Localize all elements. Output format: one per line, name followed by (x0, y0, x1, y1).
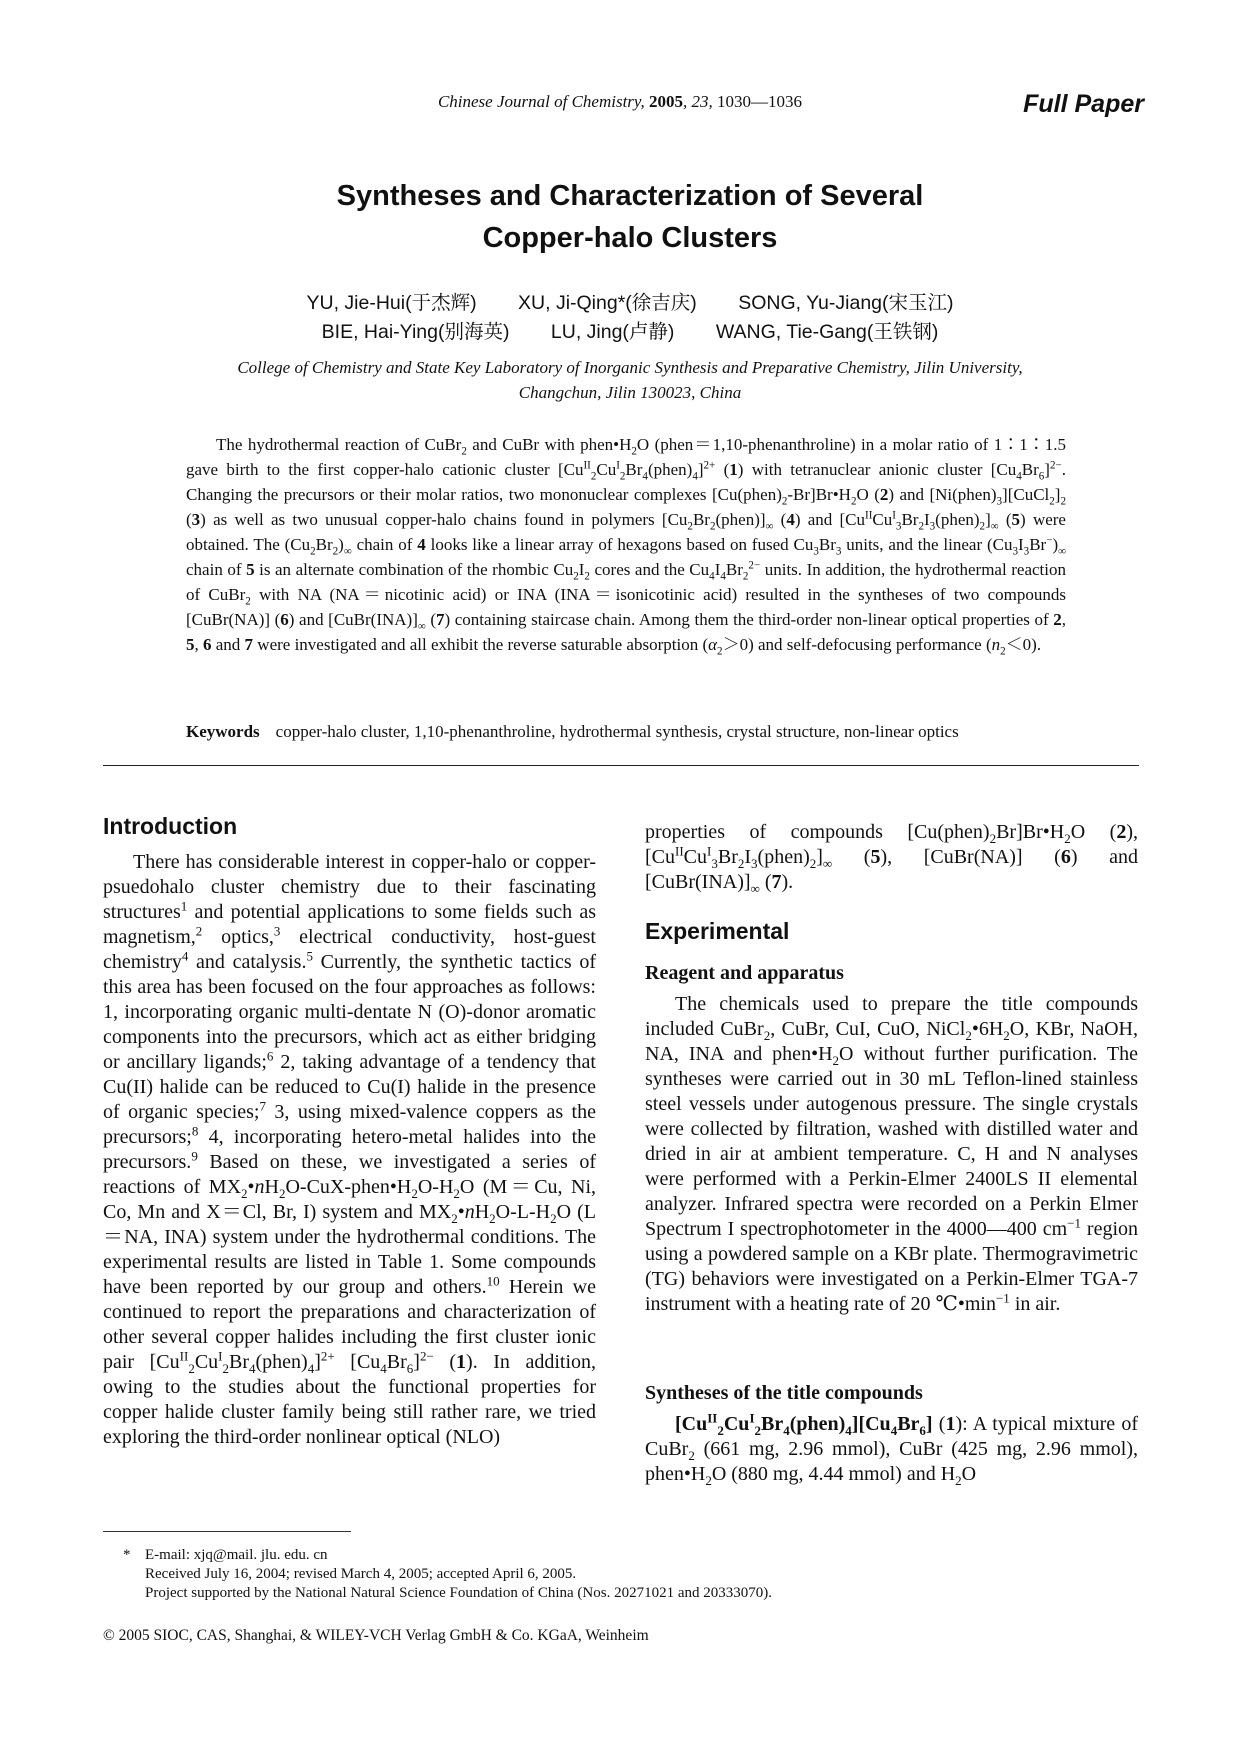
experimental-heading: Experimental (645, 918, 790, 944)
keywords (186, 722, 1086, 742)
intro-continued-paragraph: properties of compounds $[Cu(phen)_2Br]Br•H_2O$ (2), $[Cu^{II}Cu^I_3Br_2I_3(phen)_2]_\infty$ (5), [CuBr(NA)] (6) and $[CuBr(INA)]_\infty$ (7). (645, 821, 1138, 896)
keywords-text: copper-halo cluster, 1,10-phenanthroline, hydrothermal synthesis, crystal structure, non-linear optics (275, 722, 959, 741)
section-divider (103, 765, 1139, 766)
footnote-project: Project supported by the National Natural Science Foundation of China (Nos. 20271021 and 20333070). (145, 1585, 772, 1601)
affiliation-line-2: Changchun, Jilin 130023, China (518, 383, 742, 402)
footnote-star: * (123, 1547, 131, 1563)
authors-row-2 (0, 316, 1240, 344)
footnote-email: E-mail: xjq@mail. jlu. edu. cn (145, 1547, 328, 1563)
affiliation (180, 355, 1080, 405)
journal-pages: 1030—1036 (717, 92, 803, 111)
abstract: The hydrothermal reaction of CuBr$_2$ and CuBr with $phen•H_2O$ (phen＝1,10-phenanthroline) in a molar ratio of 1∶1∶1.5 gave birth to the first copper-halo cationic cluster $[Cu^{II}_2Cu^I_2Br_4(phen)_4]^{2+}$ (1) with tetranuclear anionic cluster $[Cu_4Br_6]^{2-}$. Changing the precursors or their molar ratios, two mononuclear complexes $[Cu(phen)_2-Br]Br•H_2O$ (2) and $[Ni(phen)_3][CuCl_2]_2$ (3) as well as two unusual copper-halo chains found in polymers $[Cu_2Br_2(phen)]_\infty$ (4) and $[Cu^{II}Cu^I_3Br_2I_3(phen)_2]_\infty$ (5) were obtained. The $(Cu_2Br_2)_\infty$ chain of 4 looks like a linear array of hexagons based on fused $Cu_3Br_3$ units, and the linear $(Cu_3I_3Br^-)_\infty$ chain of 5 is an alternate combination of the rhombic $Cu_2I_2$ cores and the $Cu_4I_4Br_2^{2-}$ units. In addition, the hydrothermal reaction of CuBr$_2$ with NA (NA＝nicotinic acid) or INA (INA＝isonicotinic acid) resulted in the syntheses of two compounds [CuBr(NA)] (6) and $[CuBr(INA)]_\infty$ (7) containing staircase chain. Among them the third-order non-linear optical properties of 2, 5, 6 and 7 were investigated and all exhibit the reverse saturable absorption $(\alpha_2>0)$ and self-defocusing performance $(n_2<0)$. (186, 435, 1067, 658)
journal-citation: Chinese Journal of Chemistry, 2005, 23, 1030—1036 (437, 92, 803, 111)
author: BIE, Hai-Ying(别海英) (321, 321, 510, 343)
footnote-divider (103, 1531, 351, 1532)
paper-type-label: Full Paper (1023, 90, 1144, 118)
title-line-2: Copper-halo Clusters (482, 222, 778, 254)
reagent-subheading: Reagent and apparatus (645, 962, 844, 984)
author: YU, Jie-Hui(于杰辉) (306, 292, 477, 314)
authors-row-1 (0, 287, 1240, 315)
author: LU, Jing(卢静) (550, 321, 675, 343)
author: SONG, Yu-Jiang(宋玉江) (738, 292, 954, 314)
journal-name: Chinese Journal of Chemistry (437, 92, 641, 111)
copyright: © 2005 SIOC, CAS, Shanghai, & WILEY-VCH Verlag GmbH & Co. KGaA, Weinheim (103, 1627, 649, 1644)
journal-year: 2005 (649, 92, 684, 111)
introduction-paragraph: There has considerable interest in copper-halo or copper-psuedohalo cluster chemistry due to their fascinating structures$^1$ and potential applications to some fields such as magnetism,$^2$ optics,$^3$ electrical conductivity, host-guest chemistry$^4$ and catalysis.$^5$ Currently, the synthetic tactics of this area has been focused on the four approaches as follows: 1, incorporating organic multi-dentate N (O)-donor aromatic components into the precursors, which act as either bridging or ancillary ligands;$^6$ 2, taking advantage of a tendency that Cu(II) halide can be reduced to Cu(I) halide in the presence of organic species;$^7$ 3, using mixed-valence coppers as the precursors;$^8$ 4, incorporating hetero-metal halides into the precursors.$^9$ Based on these, we investigated a series of reactions of $MX_2•nH_2O-CuX-phen•H_2O-H_2O$ (M＝Cu, Ni, Co, Mn and X＝Cl, Br, I) system and $MX_2•nH_2O-L-H_2O$ (L＝NA, INA) system under the hydrothermal conditions. The experimental results are listed in Table 1. Some compounds have been reported by our group and others.$^{10}$ Herein we continued to report the preparations and characterization of other several copper halides including the first cluster ionic pair $[Cu^{II}_2Cu^I_2Br_4(phen)_4]^{2+}$ $[Cu_4Br_6]^{2-}$ (1). In addition, owing to the studies about the functional properties for copper halide cluster family being still rather rare, we tried exploring the third-order nonlinear optical (NLO) (103, 851, 597, 1448)
footnote-received: Received July 16, 2004; revised March 4, 2005; accepted April 6, 2005. (145, 1566, 577, 1582)
title-line-1: Syntheses and Characterization of Several (336, 180, 924, 212)
keywords-label: Keywords (186, 722, 260, 741)
reagent-paragraph: The chemicals used to prepare the title compounds included CuBr$_2$, CuBr, CuI, CuO, $NiCl_2•6H_2O$, KBr, NaOH, NA, INA and $phen•H_2O$ without further purification. The syntheses were carried out in 30 mL Teflon-lined stainless steel vessels under autogenous pressure. The single crystals were collected by filtration, washed with distilled water and dried in air at ambient temperature. C, H and N analyses were performed with a Perkin-Elmer 2400LS II elemental analyzer. Infrared spectra were recorded on a Perkin Elmer Spectrum I spectrophotometer in the 4000—400 $cm^{-1}$ region using a powdered sample on a KBr plate. Thermogravimetric (TG) behaviors were investigated on a Perkin-Elmer TGA-7 instrument with a heating rate of 20 $℃•\min^{-1}$ in air. (645, 993, 1139, 1315)
paper-title (0, 175, 1240, 259)
affiliation-line-1: College of Chemistry and State Key Laboratory of Inorganic Synthesis and Preparative Chemistry, Jilin University, (237, 358, 1023, 377)
syntheses-paragraph: $[Cu^{II}_2Cu^I_2Br_4(phen)_4][Cu_4Br_6]$ (1): A typical mixture of CuBr$_2$ (661 mg, 2.96 mmol), CuBr (425 mg, 2.96 mmol), $phen•H_2O$ (880 mg, 4.44 mmol) and $H_2O$ (645, 1410, 1138, 1488)
author: XU, Ji-Qing*(徐吉庆) (518, 292, 697, 314)
introduction-heading: Introduction (103, 813, 238, 839)
syntheses-subheading: Syntheses of the title compounds (645, 1382, 923, 1404)
author: WANG, Tie-Gang(王铁钢) (715, 321, 939, 343)
journal-volume: 23 (691, 92, 709, 111)
